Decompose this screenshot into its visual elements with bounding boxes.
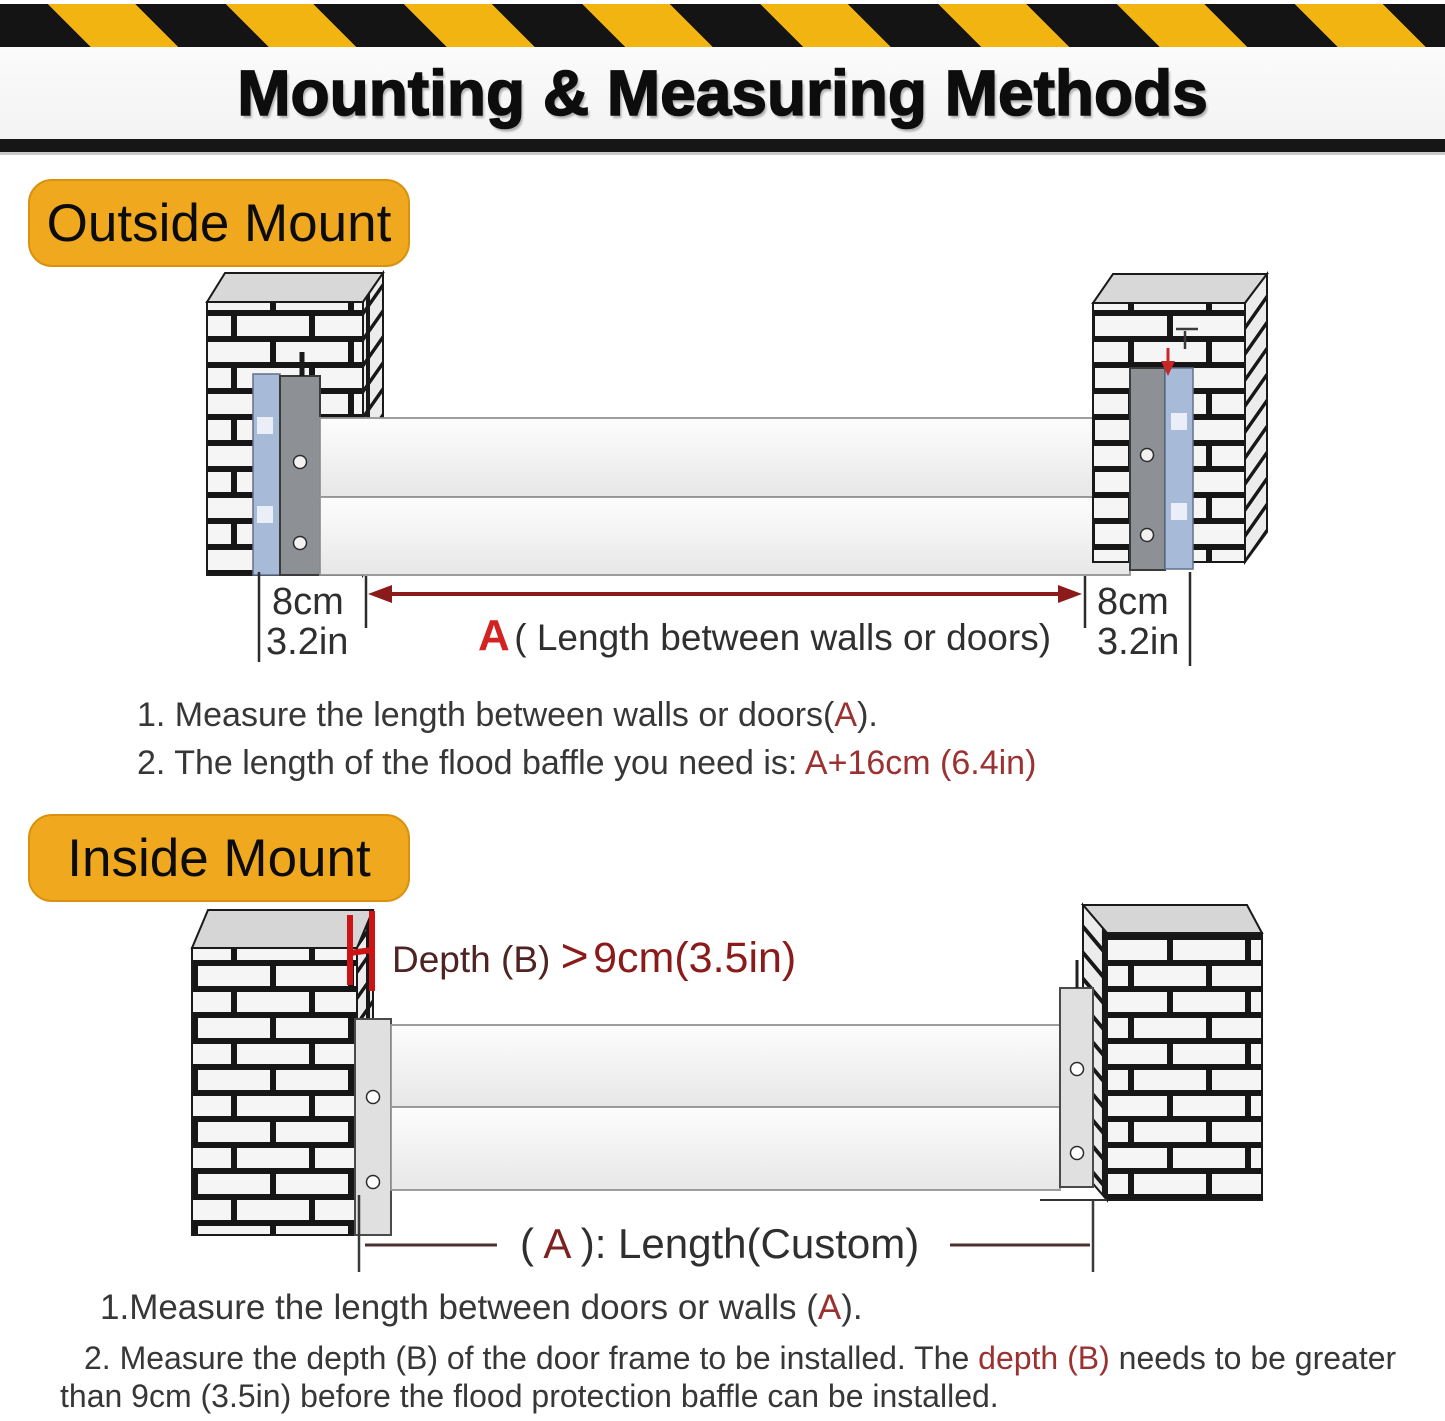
left-margin-cm: 8cm	[272, 581, 344, 623]
pillar-front-face	[1107, 933, 1262, 1200]
instruction-text: ).	[857, 696, 878, 734]
inside-instruction-1	[100, 1288, 863, 1328]
screw-hole	[1071, 1147, 1084, 1160]
instruction-text: needs to be greater than 9cm (3.5in) before the flood protection baffle can be installed.	[60, 1340, 1397, 1414]
span-letter: A	[478, 611, 510, 660]
flood-barrier-panels	[391, 1025, 1060, 1190]
pillar-top-face	[1083, 905, 1262, 933]
greater-than-sign: >	[560, 930, 589, 983]
left-mounting-channel	[280, 352, 320, 575]
span-label	[478, 611, 1051, 660]
screw-hole	[294, 456, 307, 469]
header-divider-bar	[0, 139, 1445, 152]
outside-mount-label-text: Outside Mount	[46, 193, 392, 253]
left-seal-mark	[257, 506, 273, 523]
right-mounting-channel	[1130, 368, 1165, 570]
screw-hole	[1071, 1063, 1084, 1076]
left-seal-strip	[253, 374, 280, 575]
right-margin-cm: 8cm	[1097, 581, 1169, 623]
outside-instruction-2	[137, 744, 1036, 783]
flood-barrier-panels	[320, 418, 1130, 575]
barrier-panel-top	[391, 1025, 1060, 1107]
screw-hole	[367, 1176, 380, 1189]
header-divider-shadow	[0, 152, 1445, 155]
outside-mount-diagram	[0, 258, 1445, 680]
screw-hole	[1141, 529, 1154, 542]
instruction-text: 2. Measure the depth (B) of the door frame to be installed. The	[84, 1340, 979, 1376]
depth-label	[392, 930, 796, 983]
barrier-panel-bottom	[391, 1107, 1060, 1190]
screw-hole	[367, 1091, 380, 1104]
length-pre: (	[520, 1220, 534, 1267]
inside-instruction-2	[60, 1340, 1445, 1416]
pillar-side-face	[1245, 274, 1267, 562]
left-mounting-channel	[355, 1019, 391, 1235]
inside-mount-label-text: Inside Mount	[67, 828, 371, 888]
inside-left-pillar	[192, 910, 373, 1235]
inside-mount-diagram	[0, 890, 1445, 1310]
outside-instruction-1	[137, 696, 878, 735]
screw-hole	[294, 537, 307, 550]
barrier-panel-bottom	[320, 497, 1130, 575]
instruction-text: 1. Measure the length between walls or doors(	[137, 696, 835, 734]
instruction-text: 1.Measure the length between doors or walls (	[100, 1288, 818, 1327]
pillar-top-face	[192, 910, 373, 948]
title-band	[0, 47, 1445, 139]
pillar-top-face	[207, 273, 383, 302]
barrier-panel-top	[320, 418, 1130, 497]
caution-stripe-band	[0, 4, 1445, 47]
right-margin-in: 3.2in	[1097, 621, 1180, 663]
instruction-text: 2. The length of the flood baffle you need is:	[137, 744, 805, 782]
length-post: ): Length(Custom)	[580, 1220, 920, 1267]
depth-text: Depth (B)	[392, 939, 561, 980]
right-seal-strip	[1165, 368, 1193, 569]
screw-hole	[1141, 449, 1154, 462]
left-margin-in: 3.2in	[266, 621, 349, 663]
instruction-highlight: A	[834, 696, 858, 734]
right-mounting-channel	[1060, 960, 1093, 1187]
right-seal-mark	[1171, 413, 1187, 430]
pillar-top-face	[1093, 274, 1267, 303]
right-seal-mark	[1171, 503, 1187, 520]
instruction-highlight: depth (B)	[978, 1340, 1110, 1376]
length-letter: A	[543, 1220, 570, 1267]
depth-value: 9cm(3.5in)	[593, 934, 797, 982]
arrowhead-left	[368, 585, 392, 603]
left-seal-mark	[257, 417, 273, 434]
length-label	[520, 1220, 919, 1267]
instruction-highlight: A+16cm (6.4in)	[804, 744, 1037, 782]
inside-mount-label	[28, 814, 410, 902]
instruction-text: ).	[841, 1288, 863, 1327]
outside-mount-label	[28, 179, 410, 267]
length-dimension-arrow	[368, 585, 1082, 603]
instruction-highlight: A	[817, 1288, 842, 1327]
arrowhead-right	[1058, 585, 1082, 603]
inside-right-pillar	[1083, 905, 1262, 1200]
page-title: Mounting & Measuring Methods	[237, 57, 1208, 129]
pillar-front-face	[192, 948, 357, 1235]
span-text: ( Length between walls or doors)	[514, 617, 1052, 658]
